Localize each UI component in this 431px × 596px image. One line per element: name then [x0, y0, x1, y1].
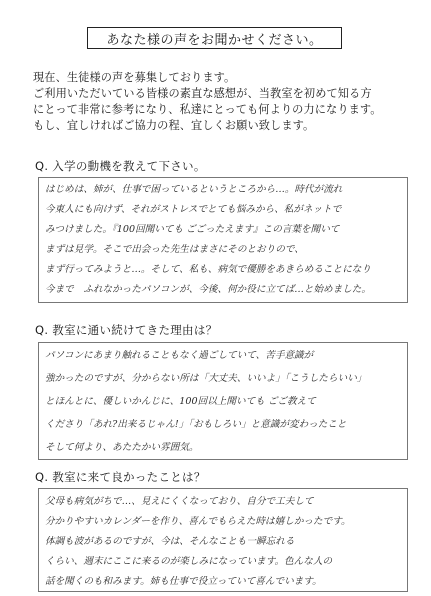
answer-line: くらい、週末にここに来るのが楽しみになっています。色んな人の — [45, 556, 333, 567]
page-title-text: あなた様の声をお聞かせください。 — [106, 32, 323, 48]
answer-line: とほんとに、優しいかんじに、100回以上聞いても ごご教えて — [45, 396, 316, 407]
intro-line: ご利用いただいている皆様の素直な感想が、当教室を初めて知る方 — [33, 87, 372, 100]
question-2-label: Q. 教室に通い続けてきた理由は？ — [35, 323, 218, 337]
answer-line: そして何より、あたたかい雰囲気。 — [45, 442, 199, 453]
question-3-label: Q. 教室に来て良かったことは？ — [35, 470, 206, 484]
answer-line: 今東人にも向けず、それがストレスでとても悩みから、私がネットで — [45, 204, 342, 215]
intro-line: もし、宜しければご協力の程、宜しくお願い致します。 — [33, 119, 315, 132]
answer-line: 父母も病気がちで…、見えにくくなっており、自分で工夫して — [45, 496, 314, 507]
answer-line: はじめは、姉が、仕事で困っているというところから…。時代が流れ — [45, 184, 343, 195]
answer-line: くださり「あれ?出来るじゃん!」「おもしろい」と意識が変わったこと — [45, 419, 347, 430]
answer-line: 体調も波があるのですが、今は、そんなことも一瞬忘れる — [45, 536, 295, 547]
page-title — [87, 27, 342, 49]
answer-line: パソコンにあまり触れることもなく過ごしていて、苦手意識が — [45, 350, 314, 361]
answer-line: 分かりやすいカレンダーを作り、喜んでもらえた時は嬉しかったです。 — [45, 516, 351, 527]
answer-line: 話を聞くのも和みます。姉も仕事で役立っていて喜んでいます。 — [45, 576, 322, 587]
answer-line: 強かったのですが、分からない所は「大丈夫、いいよ」「こうしたらいい」 — [45, 373, 367, 384]
answer-3-box — [38, 488, 408, 592]
answer-1-box — [38, 177, 408, 303]
answer-line: まず行ってみようと…。そして、私も、病気で優勝をあきらめることになり — [45, 264, 371, 275]
answer-line: 今まで ふれなかったパソコンが、今後、何か役に立てば…と始めました。 — [45, 284, 371, 295]
intro-text — [33, 70, 418, 134]
answer-line: みつけました。『100回聞いても ごごったえます』この言葉を聞いて — [45, 224, 340, 235]
answer-line: まずは見学。そこで出会った先生はまさにそのとおりので、 — [45, 244, 304, 255]
intro-line: にとって非常に参考になり、私達にとっても何よりの力になります。 — [33, 103, 382, 116]
intro-line: 現在、生徒様の声を募集しております。 — [33, 71, 236, 84]
answer-2-box — [38, 342, 408, 460]
question-1-label: Q. 入学の動機を教えて下さい。 — [35, 159, 206, 173]
